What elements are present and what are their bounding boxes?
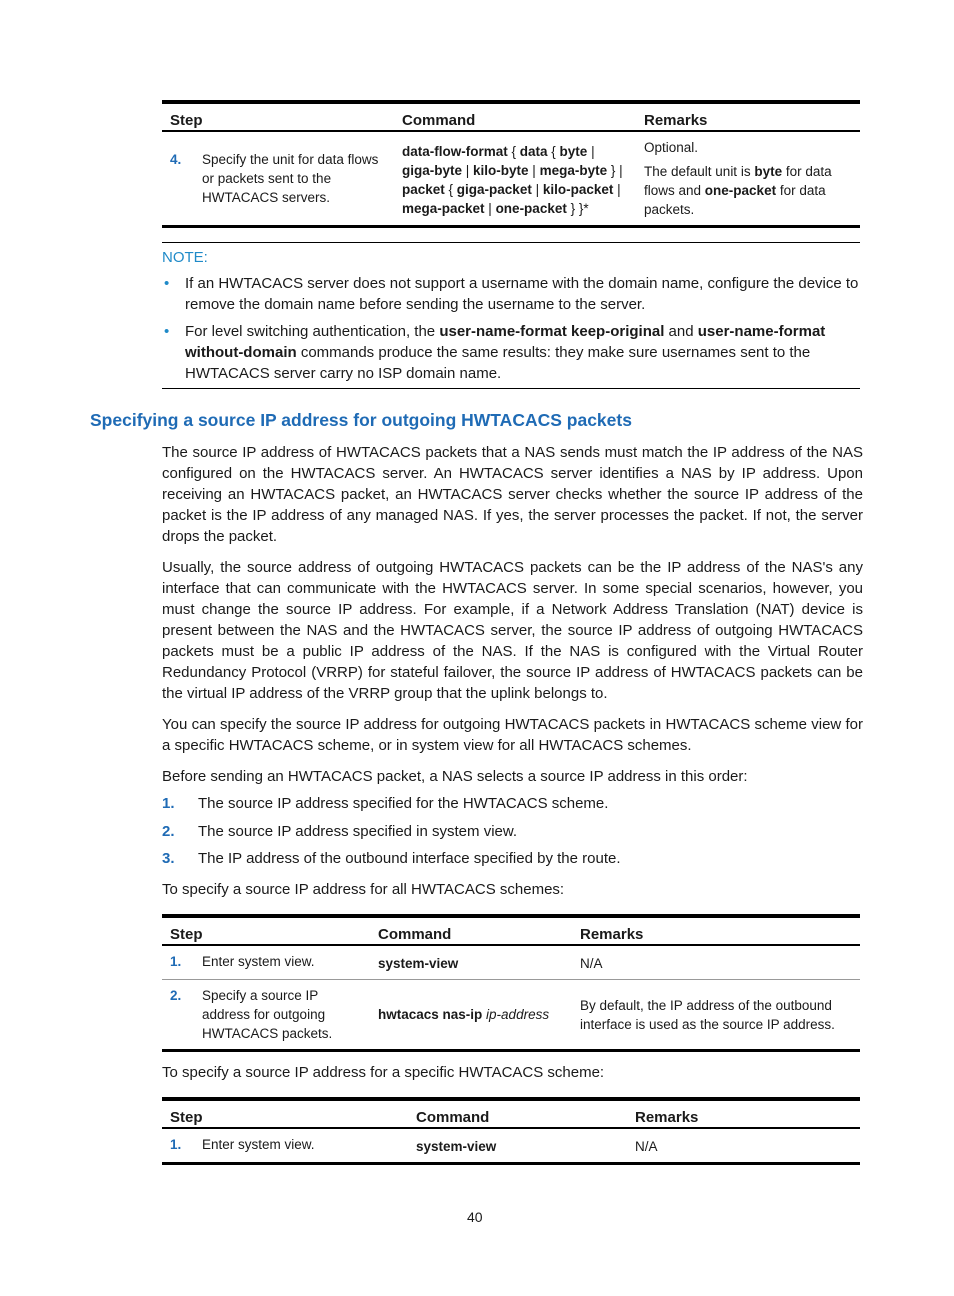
note-label: NOTE: [162, 249, 208, 266]
list-item: 3. The IP address of the outbound interface specified by the route. [162, 850, 621, 867]
table-row: 1. Enter system view. system-view N/A [162, 1128, 860, 1164]
note-item: • If an HWTACACS server does not support a username with the domain name, configure the device to remove the domain name before sending the username to the server. [164, 275, 859, 313]
step-number: 4. [170, 152, 182, 167]
col-header-command: Command [402, 112, 476, 129]
paragraph: To specify a source IP address for all HWTACACS schemes: [162, 881, 565, 898]
ordered-list [162, 793, 863, 876]
col-header-remarks: Remarks [644, 112, 708, 129]
section-heading: Specifying a source IP address for outgoing HWTACACS packets [90, 410, 632, 430]
col-header-step: Step [170, 926, 203, 943]
paragraph: To specify a source IP address for a specific HWTACACS scheme: [162, 1064, 605, 1081]
col-header-step: Step [170, 112, 203, 129]
table-row: 1. Enter system view. system-view N/A [170, 954, 603, 971]
col-header-remarks: Remarks [635, 1109, 699, 1126]
command-table-2 [162, 914, 860, 1052]
paragraph: You can specify the source IP address for outgoing HWTACACS packets in HWTACACS scheme view for a specific HWTACACS scheme, or in system view for all HWTACACS schemes. [162, 716, 863, 754]
bullet-icon: • [164, 323, 170, 340]
bullet-icon: • [164, 275, 170, 292]
col-header-command: Command [416, 1109, 490, 1126]
command-cell: data-flow-format { data { byte | giga-byte | kilo-byte | mega-byte } | packet { giga-packet | kilo-packet | mega-packet | one-packet } }* [402, 144, 623, 216]
list-item: 1. The source IP address specified for the HWTACACS scheme. [162, 795, 609, 812]
remarks-text: The default unit is byte for data flows and one-packet for data packets. [644, 164, 832, 217]
command-table-1 [162, 100, 860, 228]
table-row: 2. Specify a source IP address for outgoing HWTACACS packets. hwtacacs nas-ip ip-address By default, the IP address of the outbound interface is used as the source IP address. [162, 980, 860, 1051]
list-item: 2. The source IP address specified in system view. [162, 822, 518, 840]
col-header-remarks: Remarks [580, 926, 644, 943]
paragraph: The source IP address of HWTACACS packets that a NAS sends must match the IP address of the NAS configured on the HWTACACS server. An HWTACACS server identifies a NAS by IP address. Upon receiving an HWTACACS packet, an HWTACACS server checks whether the source IP address of the packet is the IP address of any managed NAS. If yes, the server processes the packet. If not, the server drops the packet. [162, 444, 863, 545]
step-text: Specify the unit for data flows or packets sent to the HWTACACS servers. [202, 152, 379, 205]
col-header-step: Step [170, 1109, 203, 1126]
paragraph: Usually, the source address of outgoing HWTACACS packets can be the IP address of the NAS's any interface that can communicate with the HWTACACS server. In some special scenarios, however, you must change the source IP address. For example, if a Network Address Translation (NAT) device is present between the NAS and the HWTACACS server, the source IP address of outgoing HWTACACS packets must be a public IP address of the NAS. If the NAS is configured with the Virtual Router Redundancy Protocol (VRRP) for stateful failover, the source IP address of HWTACACS packets can be the virtual IP address of the VRRP group that the uplink belongs to. [162, 559, 863, 702]
note-bottom-rule [162, 388, 860, 389]
command-table-3 [162, 1097, 860, 1165]
note-top-rule [162, 242, 860, 243]
remarks-cell [636, 131, 860, 227]
col-header-command: Command [378, 926, 452, 943]
paragraph: Before sending an HWTACACS packet, a NAS selects a source IP address in this order: [162, 768, 748, 785]
note-item: • For level switching authentication, the user-name-format keep-original and user-name-format without-domain commands produce the same results: they make sure usernames sent to the HWTACACS server carry no ISP domain name. [164, 323, 826, 382]
table-row [162, 131, 860, 227]
page-number: 40 [467, 1209, 483, 1225]
note-block [162, 249, 860, 390]
remarks-optional: Optional. [644, 140, 699, 155]
